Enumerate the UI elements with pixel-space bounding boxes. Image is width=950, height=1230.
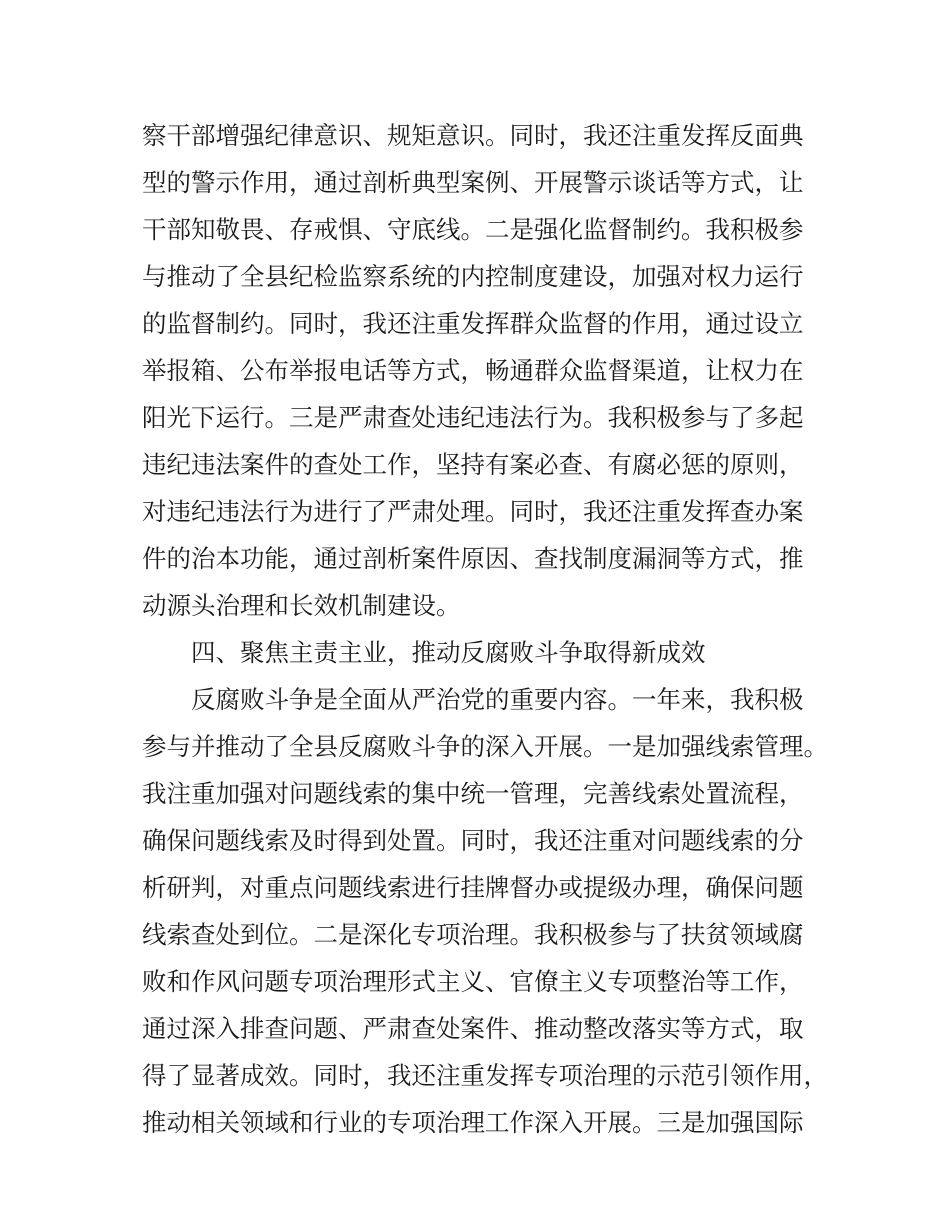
text-line: 干部知敬畏、存戒惧、守底线。二是强化监督制约。我积极参 (142, 215, 804, 244)
text-line: 线索查处到位。二是深化专项治理。我积极参与了扶贫领域腐 (142, 920, 804, 949)
text-line: 得了显著成效。同时，我还注重发挥专项治理的示范引领作用， (142, 1061, 828, 1090)
text-line: 件的治本功能，通过剖析案件原因、查找制度漏洞等方式，推 (142, 544, 804, 573)
text-line: 阳光下运行。三是严肃查处违纪违法行为。我积极参与了多起 (142, 403, 804, 432)
section-heading: 四、聚焦主责主业，推动反腐败斗争取得新成效 (191, 638, 706, 667)
text-line: 推动相关领域和行业的专项治理工作深入开展。三是加强国际 (142, 1108, 804, 1137)
text-line: 析研判，对重点问题线索进行挂牌督办或提级办理，确保问题 (142, 873, 804, 902)
text-line: 我注重加强对问题线索的集中统一管理，完善线索处置流程， (142, 779, 804, 808)
text-line: 违纪违法案件的查处工作，坚持有案必查、有腐必惩的原则， (142, 450, 804, 479)
text-line: 参与并推动了全县反腐败斗争的深入开展。一是加强线索管理。 (142, 732, 828, 761)
text-line: 的监督制约。同时，我还注重发挥群众监督的作用，通过设立 (142, 309, 804, 338)
text-line: 通过深入排查问题、严肃查处案件、推动整改落实等方式，取 (142, 1014, 804, 1043)
text-line: 举报箱、公布举报电话等方式，畅通群众监督渠道，让权力在 (142, 356, 804, 385)
text-line: 型的警示作用，通过剖析典型案例、开展警示谈话等方式，让 (142, 168, 804, 197)
text-line: 对违纪违法行为进行了严肃处理。同时，我还注重发挥查办案 (142, 497, 804, 526)
text-line: 与推动了全县纪检监察系统的内控制度建设，加强对权力运行 (142, 262, 804, 291)
text-line: 动源头治理和长效机制建设。 (142, 591, 461, 620)
text-line: 察干部增强纪律意识、规矩意识。同时，我还注重发挥反面典 (142, 121, 804, 150)
text-line: 反腐败斗争是全面从严治党的重要内容。一年来，我积极 (191, 685, 804, 714)
text-line: 败和作风问题专项治理形式主义、官僚主义专项整治等工作， (142, 967, 804, 996)
text-line: 确保问题线索及时得到处置。同时，我还注重对问题线索的分 (142, 826, 804, 855)
